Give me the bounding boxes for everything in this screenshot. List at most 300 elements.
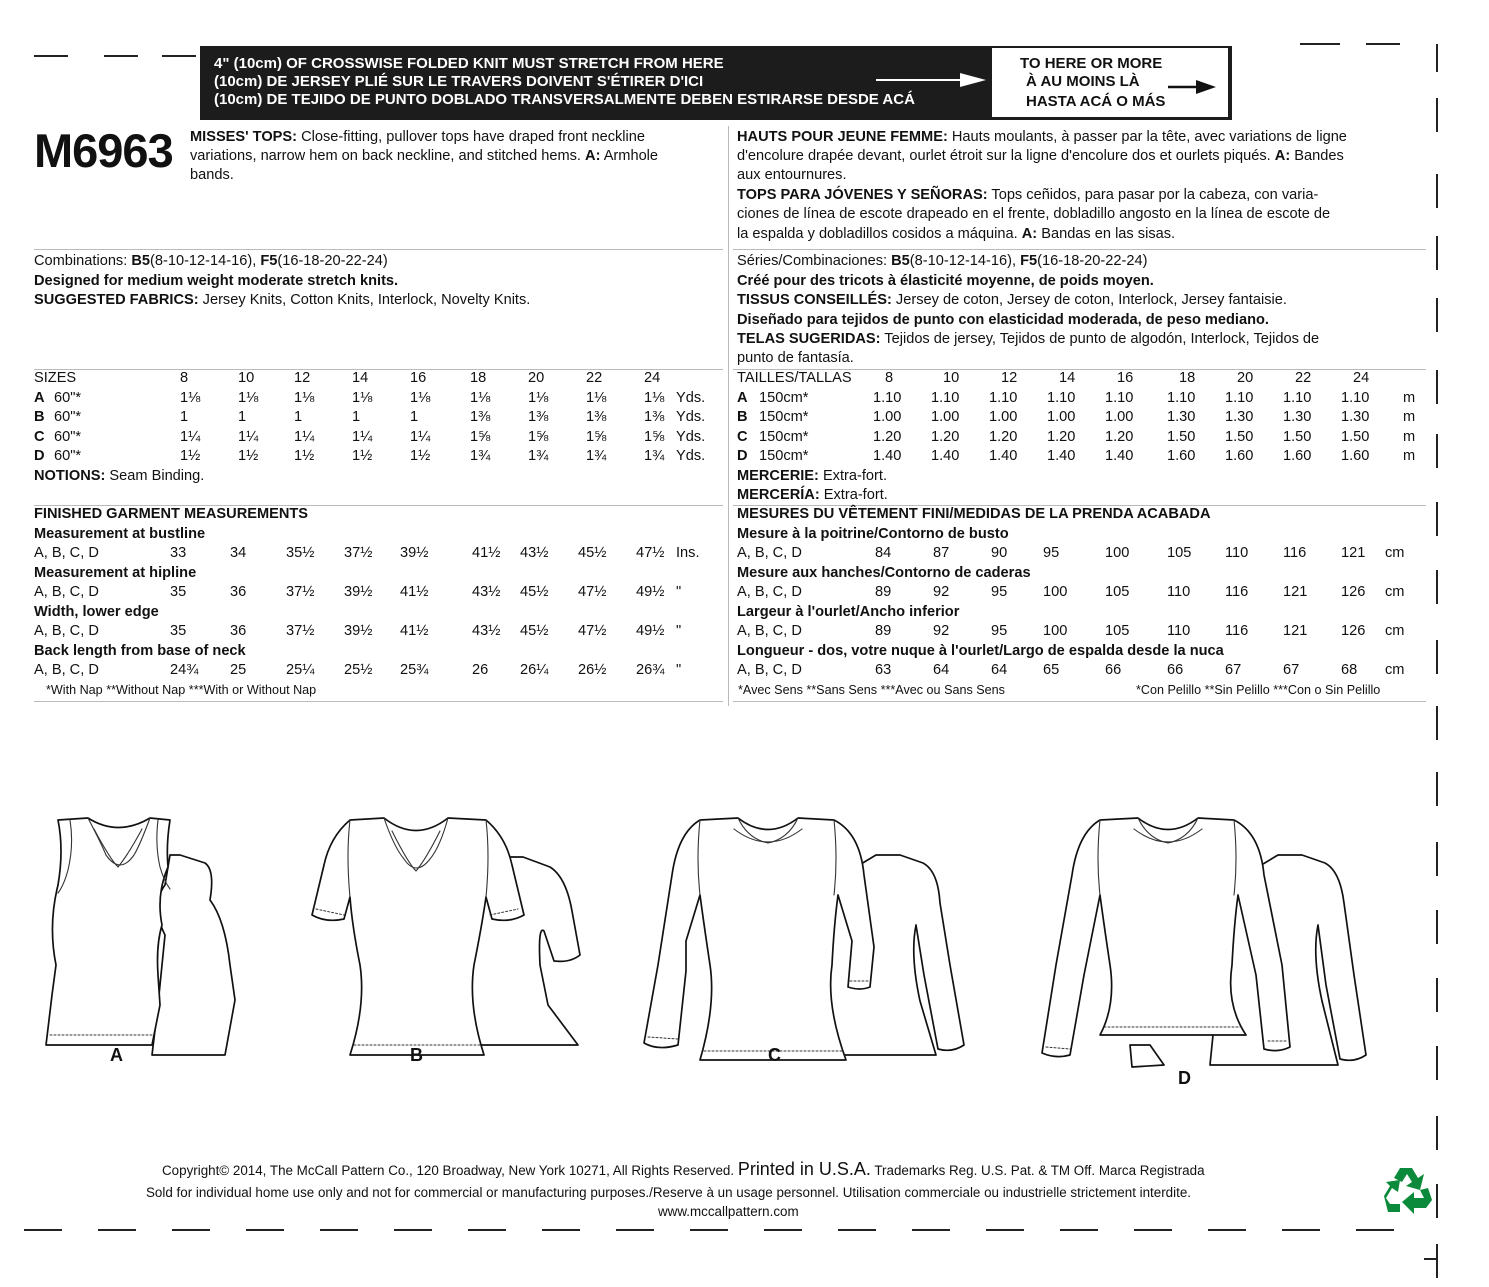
table-cell: 92 xyxy=(933,584,950,600)
table-cell: 1.40 xyxy=(1105,448,1134,464)
cut-dash xyxy=(1436,842,1438,876)
table-cell: 36 xyxy=(230,584,247,600)
table-cell: Mesure à la poitrine/Contorno de busto xyxy=(737,525,1009,542)
en-notions: NOTIONS: Seam Binding. xyxy=(34,468,205,484)
yardage-row xyxy=(34,389,723,408)
arrow-right-icon xyxy=(876,70,988,90)
en-description-line-1: MISSES' TOPS: Close-fitting, pullover tops have draped front neckline xyxy=(190,129,646,145)
cut-dash xyxy=(1436,772,1438,806)
table-cell: 90 xyxy=(991,545,1008,561)
cut-dash xyxy=(1436,706,1438,740)
table-cell: 1½ xyxy=(238,448,259,464)
table-cell: 24 xyxy=(644,370,661,386)
table-cell: 1.20 xyxy=(989,428,1018,445)
table-cell: 121 xyxy=(1341,545,1366,561)
table-cell: 34 xyxy=(230,545,247,561)
en-suggested-fabrics: SUGGESTED FABRICS: Jersey Knits, Cotton Knits, Interlock, Novelty Knits. xyxy=(34,292,531,308)
fr-yardage-table xyxy=(737,369,1426,469)
table-cell: 1.40 xyxy=(989,448,1018,464)
fr-finished-measurements xyxy=(737,505,1426,705)
table-cell: 150cm* xyxy=(759,428,809,445)
arrow-right-icon xyxy=(1168,78,1218,96)
measurement-row xyxy=(737,661,1426,680)
table-cell: 20 xyxy=(1237,370,1254,386)
table-cell: 1.60 xyxy=(1225,448,1254,464)
table-cell: 1½ xyxy=(294,448,315,464)
cut-dash xyxy=(1436,1116,1438,1150)
table-cell: 1.10 xyxy=(931,389,960,406)
table-cell: 1¾ xyxy=(470,448,491,464)
en-description-line-3: bands. xyxy=(190,167,234,183)
table-cell: D xyxy=(34,448,45,464)
table-cell: 8 xyxy=(885,370,894,386)
table-cell: 1.50 xyxy=(1283,428,1312,445)
table-cell: 12 xyxy=(294,370,311,386)
table-cell: 1.10 xyxy=(1105,389,1134,406)
table-cell: 1.50 xyxy=(1341,428,1370,445)
section-divider xyxy=(34,249,723,250)
table-cell: 67 xyxy=(1225,662,1242,678)
table-cell: 1⅛ xyxy=(294,389,315,406)
table-cell: 60"* xyxy=(54,409,82,425)
table-cell: 43½ xyxy=(472,584,501,600)
table-cell: 12 xyxy=(1001,370,1018,386)
table-cell: 37½ xyxy=(344,545,373,561)
fr-suggested-fabrics: TISSUS CONSEILLÉS: Jersey de coton, Jersey de coton, Interlock, Jersey fantaisie. xyxy=(737,292,1287,308)
table-cell: 95 xyxy=(1043,545,1060,561)
footer-website: www.mccallpattern.com xyxy=(658,1204,799,1219)
cut-dash xyxy=(172,1229,210,1231)
table-cell: 84 xyxy=(875,545,892,561)
table-cell: A, B, C, D xyxy=(737,584,802,600)
table-cell: 41½ xyxy=(400,584,429,600)
table-cell: 95 xyxy=(991,623,1008,639)
table-cell: A, B, C, D xyxy=(737,623,802,639)
es-description-line-3: la espalda y dobladillos cosidos a máquina. A: Bandas en las sisas. xyxy=(737,226,1176,242)
table-cell: 35 xyxy=(170,623,187,639)
table-cell: 20 xyxy=(528,370,545,386)
table-cell: cm xyxy=(1385,584,1405,600)
table-cell: 1⅜ xyxy=(644,409,665,425)
yardage-row xyxy=(737,447,1426,466)
table-cell: 150cm* xyxy=(759,448,809,464)
table-cell: m xyxy=(1403,389,1416,406)
table-cell: 1.50 xyxy=(1167,428,1196,445)
table-cell: 105 xyxy=(1105,623,1130,639)
fr-description-line-3: aux entournures. xyxy=(737,167,847,183)
view-c-illustration xyxy=(638,815,978,1055)
stretch-gauge-banner xyxy=(200,46,1232,120)
table-cell: 1⅛ xyxy=(586,389,607,406)
table-cell: 95 xyxy=(991,584,1008,600)
table-cell: 1.00 xyxy=(1105,409,1134,425)
table-cell: 1.20 xyxy=(873,428,902,445)
cut-dash xyxy=(1436,640,1438,674)
cut-dash xyxy=(1436,910,1438,944)
table-cell: 1.00 xyxy=(1047,409,1076,425)
fr-designed-for: Créé pour des tricots à élasticité moyenne, de poids moyen. xyxy=(737,273,1154,289)
table-cell: cm xyxy=(1385,545,1405,561)
recycle-icon xyxy=(1380,1164,1434,1216)
table-cell: FINISHED GARMENT MEASUREMENTS xyxy=(34,506,309,522)
sizes-header-row xyxy=(737,369,1426,388)
measurement-title-row xyxy=(34,564,723,583)
cut-dash xyxy=(162,55,196,57)
view-d-illustration xyxy=(1020,815,1380,1075)
table-cell: m xyxy=(1403,448,1416,464)
table-cell: 1.40 xyxy=(931,448,960,464)
table-cell: 37½ xyxy=(286,623,315,639)
cut-dash xyxy=(1436,434,1438,468)
table-cell: Back length from base of neck xyxy=(34,642,246,659)
table-cell: A, B, C, D xyxy=(737,662,802,678)
fr-notions: MERCERIE: Extra-fort. xyxy=(737,468,888,484)
table-cell: 49½ xyxy=(636,584,665,600)
table-cell: 1.10 xyxy=(1047,389,1076,406)
cut-dash xyxy=(1436,236,1438,270)
cut-dash xyxy=(1060,1229,1098,1231)
table-cell: 116 xyxy=(1283,545,1307,561)
table-cell: 35 xyxy=(170,584,187,600)
table-cell: 1⅜ xyxy=(528,409,549,425)
table-cell: 110 xyxy=(1225,545,1249,561)
cut-dash xyxy=(986,1229,1024,1231)
table-cell: 64 xyxy=(991,662,1008,678)
table-cell: 1¼ xyxy=(352,428,373,445)
stretch-target-box xyxy=(992,48,1228,117)
table-cell: 1½ xyxy=(410,448,431,464)
table-cell: 41½ xyxy=(472,545,501,561)
table-cell: 47½ xyxy=(636,545,665,561)
table-cell: 25 xyxy=(230,662,247,678)
measurement-row xyxy=(34,622,723,641)
view-a-illustration xyxy=(40,815,300,1055)
footer-usage-note: Sold for individual home use only and not for commercial or manufacturing purposes./Reserve à un usage personnel. Utilisation commerciale ou industrielle strictement interdite. xyxy=(146,1185,1191,1200)
cut-dash xyxy=(1424,1258,1438,1260)
view-a-label: A xyxy=(110,1045,123,1065)
sizes-header-row xyxy=(34,369,723,388)
table-cell: m xyxy=(1403,409,1416,425)
cut-dash xyxy=(1436,1046,1438,1080)
section-divider xyxy=(733,701,1426,702)
table-cell: 126 xyxy=(1341,584,1366,600)
table-cell: 1 xyxy=(180,409,189,425)
measurement-row xyxy=(34,661,723,680)
table-cell: B xyxy=(737,409,748,425)
stretch-line-3: (10cm) DE TEJIDO DE PUNTO DOBLADO TRANSVERSALMENTE DEBEN ESTIRARSE DESDE ACÁ xyxy=(214,91,915,108)
table-cell: A xyxy=(34,389,45,406)
table-cell: 87 xyxy=(933,545,950,561)
measurement-row xyxy=(737,544,1426,563)
table-cell: " xyxy=(676,662,682,678)
table-cell: SIZES xyxy=(34,370,77,386)
table-cell: 24 xyxy=(1353,370,1370,386)
measurements-title xyxy=(737,505,1426,524)
table-cell: 35½ xyxy=(286,545,315,561)
yardage-row xyxy=(34,428,723,447)
table-cell: Longueur - dos, votre nuque à l'ourlet/Largo de espalda desde la nuca xyxy=(737,642,1224,659)
table-cell: A, B, C, D xyxy=(34,623,99,639)
table-cell: 1.60 xyxy=(1283,448,1312,464)
table-cell: Measurement at hipline xyxy=(34,564,197,581)
en-combinations: Combinations: B5(8-10-12-14-16), F5(16-18-20-22-24) xyxy=(34,253,388,269)
table-cell: 1.40 xyxy=(873,448,902,464)
cut-dash xyxy=(1436,298,1438,332)
table-cell: 150cm* xyxy=(759,409,809,425)
yardage-row xyxy=(34,447,723,466)
table-cell: 121 xyxy=(1283,584,1308,600)
table-cell: 1.00 xyxy=(873,409,902,425)
table-cell: 1¼ xyxy=(180,428,201,445)
cut-dash xyxy=(1436,1184,1438,1218)
table-cell: 39½ xyxy=(344,584,373,600)
table-cell: 16 xyxy=(410,370,427,386)
cut-dash xyxy=(1366,43,1400,45)
fr-description-line-2: d'encolure drapée devant, ourlet étroit sur la ligne d'encolure dos et ourlets piqués. A: Bandes xyxy=(737,148,1344,164)
section-divider xyxy=(733,249,1426,250)
table-cell: 36 xyxy=(230,623,247,639)
nap-note: *Avec Sens **Sans Sens ***Avec ou Sans Sens xyxy=(738,683,1005,697)
table-cell: 121 xyxy=(1283,623,1308,639)
table-cell: 116 xyxy=(1225,623,1249,639)
es-description-line-2: ciones de línea de escote drapeado en el frente, dobladillo angosto en la línea de escote de xyxy=(737,206,1331,222)
table-cell: A xyxy=(737,389,748,406)
table-cell: 63 xyxy=(875,662,892,678)
table-cell: 100 xyxy=(1105,545,1130,561)
table-cell: 1 xyxy=(410,409,419,425)
cut-dash xyxy=(690,1229,728,1231)
table-cell: 60"* xyxy=(54,389,82,406)
table-cell: " xyxy=(676,623,682,639)
table-cell: 1¼ xyxy=(294,428,315,445)
cut-dash xyxy=(34,55,68,57)
cut-dash xyxy=(1436,570,1438,604)
table-cell: 1.10 xyxy=(1167,389,1196,406)
table-cell: 1⅛ xyxy=(470,389,491,406)
cut-dash xyxy=(912,1229,950,1231)
table-cell: 1.60 xyxy=(1341,448,1370,464)
table-cell: A, B, C, D xyxy=(34,545,99,561)
table-cell: 22 xyxy=(1295,370,1312,386)
table-cell: 1½ xyxy=(180,448,201,464)
table-cell: 1⅛ xyxy=(238,389,259,406)
table-cell: 33 xyxy=(170,545,187,561)
table-cell: 1 xyxy=(294,409,303,425)
table-cell: 16 xyxy=(1117,370,1134,386)
table-cell: 1⅜ xyxy=(470,409,491,425)
stretch-line-2: (10cm) DE JERSEY PLIÉ SUR LE TRAVERS DOIVENT S'ÉTIRER D'ICI xyxy=(214,73,704,90)
table-cell: 26 xyxy=(472,662,489,678)
cut-dash xyxy=(320,1229,358,1231)
table-cell: 66 xyxy=(1105,662,1122,678)
table-cell: Yds. xyxy=(676,409,706,425)
measurement-title-row xyxy=(737,525,1426,544)
measurement-title-row xyxy=(34,603,723,622)
table-cell: 1.00 xyxy=(989,409,1018,425)
table-cell: 1.10 xyxy=(1283,389,1312,406)
table-cell: A, B, C, D xyxy=(737,545,802,561)
table-cell: 1.30 xyxy=(1225,409,1254,425)
table-cell: Measurement at bustline xyxy=(34,525,206,542)
cut-dash xyxy=(1356,1229,1394,1231)
table-cell: 25¾ xyxy=(400,662,429,678)
table-cell: Width, lower edge xyxy=(34,603,159,620)
stretch-to-3: HASTA ACÁ O MÁS xyxy=(1026,93,1166,110)
nap-note: *With Nap **Without Nap ***With or Without Nap xyxy=(46,683,317,697)
cut-dash xyxy=(1436,174,1438,208)
table-cell: 8 xyxy=(180,370,189,386)
table-cell: 1¾ xyxy=(528,448,549,464)
table-cell: 37½ xyxy=(286,584,315,600)
section-divider xyxy=(34,701,723,702)
table-cell: 1.10 xyxy=(1341,389,1370,406)
en-finished-measurements xyxy=(34,505,723,705)
table-cell: 1⅛ xyxy=(180,389,201,406)
table-cell: 1.30 xyxy=(1283,409,1312,425)
table-cell: 25½ xyxy=(344,662,373,678)
view-b-label: B xyxy=(410,1045,423,1065)
table-cell: 1.20 xyxy=(931,428,960,445)
table-cell: 1.60 xyxy=(1167,448,1196,464)
table-cell: Yds. xyxy=(676,389,706,406)
table-cell: 14 xyxy=(1059,370,1076,386)
cut-dash xyxy=(838,1229,876,1231)
cut-dash xyxy=(1436,978,1438,1012)
table-cell: 45½ xyxy=(578,545,607,561)
fr-combinations: Séries/Combinaciones: B5(8-10-12-14-16), F5(16-18-20-22-24) xyxy=(737,253,1148,269)
table-cell: 1⅛ xyxy=(352,389,373,406)
table-cell: Yds. xyxy=(676,448,706,464)
cut-dash xyxy=(1282,1229,1320,1231)
stretch-to-1: TO HERE OR MORE xyxy=(1020,55,1163,72)
cut-dash xyxy=(468,1229,506,1231)
es-notions: MERCERÍA: Extra-fort. xyxy=(737,487,888,503)
table-cell: 18 xyxy=(1179,370,1196,386)
cut-dash xyxy=(98,1229,136,1231)
measurement-row xyxy=(737,583,1426,602)
table-cell: 1.10 xyxy=(873,389,902,406)
table-cell: 14 xyxy=(352,370,369,386)
table-cell: TAILLES/TALLAS xyxy=(737,370,852,386)
cut-dash xyxy=(542,1229,580,1231)
yardage-row xyxy=(737,428,1426,447)
en-description-line-2: variations, narrow hem on back neckline, and stitched hems. A: Armhole xyxy=(190,148,659,164)
table-cell: 10 xyxy=(943,370,960,386)
table-cell: 1.30 xyxy=(1167,409,1196,425)
table-cell: 1.30 xyxy=(1341,409,1370,425)
table-cell: 49½ xyxy=(636,623,665,639)
measurement-title-row xyxy=(737,642,1426,661)
table-cell: 1¾ xyxy=(586,448,607,464)
fr-description-line-1: HAUTS POUR JEUNE FEMME: Hauts moulants, à passer par la tête, avec variations de ligne xyxy=(737,129,1347,145)
table-cell: " xyxy=(676,584,682,600)
en-designed-for: Designed for medium weight moderate stretch knits. xyxy=(34,273,399,289)
table-cell: 1⅜ xyxy=(586,409,607,425)
table-cell: 105 xyxy=(1167,545,1192,561)
measurement-row xyxy=(737,622,1426,641)
table-cell: MESURES DU VÊTEMENT FINI/MEDIDAS DE LA PRENDA ACABADA xyxy=(737,506,1211,522)
table-cell: 100 xyxy=(1043,623,1068,639)
table-cell: Mesure aux hanches/Contorno de caderas xyxy=(737,564,1031,581)
table-cell: 60"* xyxy=(54,448,82,464)
table-cell: 25¼ xyxy=(286,662,315,678)
table-cell: 47½ xyxy=(578,584,607,600)
measurement-title-row xyxy=(737,603,1426,622)
cut-dash xyxy=(1436,98,1438,132)
table-cell: 26¾ xyxy=(636,662,665,678)
table-cell: 10 xyxy=(238,370,255,386)
table-cell: 1.50 xyxy=(1225,428,1254,445)
table-cell: 110 xyxy=(1167,584,1191,600)
cut-dash xyxy=(1134,1229,1172,1231)
table-cell: A, B, C, D xyxy=(34,584,99,600)
footer-copyright-line: Copyright© 2014, The McCall Pattern Co., 120 Broadway, New York 10271, All Rights Reserved. Printed in U.S.A. Trademarks Reg. U.S. Pat. & TM Off. Marca Registrada xyxy=(162,1159,1205,1179)
measurement-title-row xyxy=(34,642,723,661)
table-cell: Ins. xyxy=(676,545,700,561)
es-suggested-fabrics: TELAS SUGERIDAS: Tejidos de jersey, Tejidos de punto de algodón, Interlock, Tejidos de xyxy=(737,331,1320,347)
es-suggested-fabrics-cont: punto de fantasía. xyxy=(737,350,854,366)
table-cell: 24¾ xyxy=(170,662,199,678)
table-cell: 45½ xyxy=(520,623,549,639)
table-cell: 1¾ xyxy=(644,448,665,464)
stretch-line-1: 4" (10cm) OF CROSSWISE FOLDED KNIT MUST STRETCH FROM HERE xyxy=(214,55,724,72)
measurement-title-row xyxy=(737,564,1426,583)
cut-dash xyxy=(1436,44,1438,72)
table-cell: 43½ xyxy=(520,545,549,561)
table-cell: Largeur à l'ourlet/Ancho inferior xyxy=(737,603,960,620)
yardage-row xyxy=(737,389,1426,408)
table-cell: 43½ xyxy=(472,623,501,639)
table-cell: 66 xyxy=(1167,662,1184,678)
view-c-label: C xyxy=(768,1045,781,1065)
table-cell: A, B, C, D xyxy=(34,662,99,678)
cut-dash xyxy=(1300,43,1340,45)
table-cell: 116 xyxy=(1225,584,1249,600)
table-cell: 89 xyxy=(875,584,892,600)
stretch-to-2: À AU MOINS LÀ xyxy=(1026,73,1140,90)
en-yardage-table xyxy=(34,369,723,469)
table-cell: 65 xyxy=(1043,662,1060,678)
measurement-row xyxy=(34,583,723,602)
cut-dash xyxy=(1208,1229,1246,1231)
table-cell: Yds. xyxy=(676,428,706,445)
measurement-title-row xyxy=(34,525,723,544)
cut-dash xyxy=(1436,502,1438,536)
table-cell: 1 xyxy=(352,409,361,425)
column-divider xyxy=(728,126,729,706)
table-cell: 1.10 xyxy=(1225,389,1254,406)
table-cell: 1¼ xyxy=(410,428,431,445)
table-cell: 89 xyxy=(875,623,892,639)
cut-dash xyxy=(616,1229,654,1231)
cut-dash xyxy=(104,55,138,57)
table-cell: 110 xyxy=(1167,623,1191,639)
table-cell: 126 xyxy=(1341,623,1366,639)
table-cell: 67 xyxy=(1283,662,1300,678)
table-cell: 1⅛ xyxy=(644,389,665,406)
table-cell: 1⅝ xyxy=(644,428,665,445)
table-cell: 100 xyxy=(1043,584,1068,600)
table-cell: 105 xyxy=(1105,584,1130,600)
table-cell: 92 xyxy=(933,623,950,639)
table-cell: 1⅝ xyxy=(586,428,607,445)
table-cell: 1¼ xyxy=(238,428,259,445)
cut-dash xyxy=(246,1229,284,1231)
nap-note: *Con Pelillo **Sin Pelillo ***Con o Sin Pelillo xyxy=(1136,683,1381,697)
table-cell: 45½ xyxy=(520,584,549,600)
table-cell: 26½ xyxy=(578,662,607,678)
table-cell: 1.20 xyxy=(1105,428,1134,445)
